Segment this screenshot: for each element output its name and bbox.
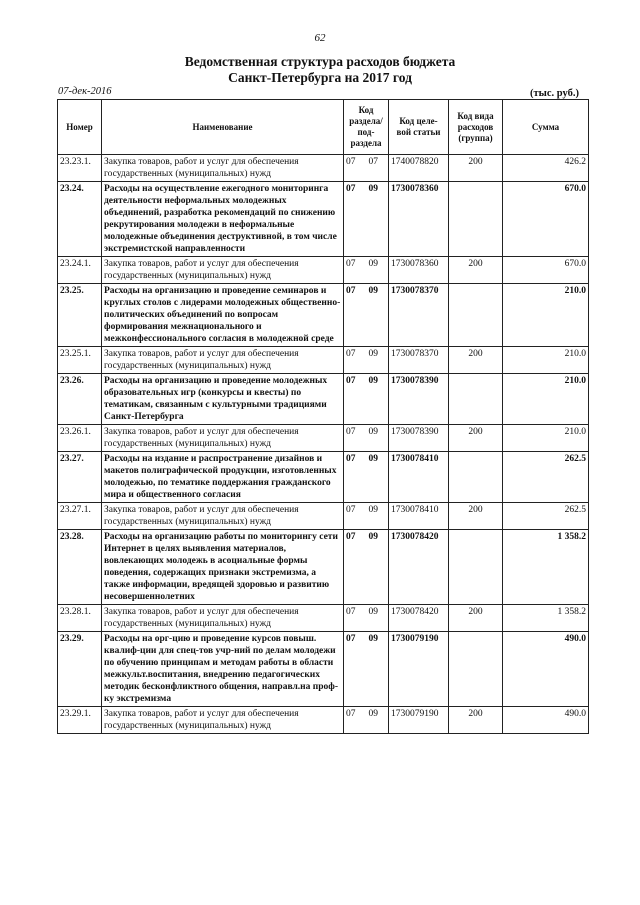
row-amount: 1 358.2: [503, 605, 589, 632]
row-section: 07: [346, 709, 356, 719]
row-amount: 490.0: [503, 632, 589, 707]
header-name: Наименование: [102, 100, 344, 155]
row-target-code: 1730078370: [389, 284, 449, 347]
row-section: 07: [346, 532, 356, 542]
row-target-code: 1730078360: [389, 257, 449, 284]
row-section-code: [344, 452, 389, 503]
row-expense-type: 200: [449, 707, 503, 734]
row-number: 23.29.1.: [58, 707, 102, 734]
row-amount: 1 358.2: [503, 530, 589, 605]
row-subsection: 09: [368, 427, 378, 437]
row-number: 23.23.1.: [58, 155, 102, 182]
row-section-code: [344, 605, 389, 632]
row-amount: 210.0: [503, 374, 589, 425]
row-subsection: 09: [368, 376, 378, 386]
row-section: 07: [346, 454, 356, 464]
row-target-code: 1730078390: [389, 425, 449, 452]
table-row: [58, 530, 589, 605]
row-section-code: [344, 284, 389, 347]
row-amount: 210.0: [503, 284, 589, 347]
row-subsection: 09: [368, 184, 378, 194]
row-name: Расходы на организацию и проведение семинаров и круглых столов с лидерами молодежных общественно-политических объединений по вопросам формирования межнационального и межконфессионального согласия в молодежной среде: [102, 284, 344, 347]
row-number: 23.26.: [58, 374, 102, 425]
row-expense-type: [449, 452, 503, 503]
header-number: Номер: [58, 100, 102, 155]
row-target-code: 1730078420: [389, 530, 449, 605]
table-row: [58, 605, 589, 632]
row-amount: 210.0: [503, 347, 589, 374]
header-expense-type: Код вида расходов (группа): [449, 100, 503, 155]
document-date: 07-дек-2016: [58, 86, 112, 97]
table-header-row: [58, 100, 589, 155]
row-number: 23.25.: [58, 284, 102, 347]
row-section-code: [344, 425, 389, 452]
row-amount: 262.5: [503, 452, 589, 503]
header-amount: Сумма: [503, 100, 589, 155]
row-target-code: 1730078410: [389, 503, 449, 530]
table-row: [58, 452, 589, 503]
row-name: Расходы на осуществление ежегодного мониторинга деятельности неформальных молодежных объединений, разработка рекомендаций по снижению рекрутирования молодежи в неформальные молодежные объединения деструктивной, в том числе экстремистской направленности: [102, 182, 344, 257]
row-target-code: 1730079190: [389, 632, 449, 707]
row-target-code: 1730078410: [389, 452, 449, 503]
row-number: 23.24.: [58, 182, 102, 257]
row-section: 07: [346, 286, 356, 296]
row-name: Закупка товаров, работ и услуг для обеспечения государственных (муниципальных) нужд: [102, 347, 344, 374]
row-name: Расходы на издание и распространение дизайнов и макетов полиграфической продукции, изготовленных молодежью, по тематике поддержания гражданского мира и общественного согласия: [102, 452, 344, 503]
row-name: Закупка товаров, работ и услуг для обеспечения государственных (муниципальных) нужд: [102, 503, 344, 530]
row-section: 07: [346, 184, 356, 194]
row-number: 23.26.1.: [58, 425, 102, 452]
row-expense-type: 200: [449, 257, 503, 284]
row-section: 07: [346, 634, 356, 644]
header-section-code: Код раздела/ под- раздела: [344, 100, 389, 155]
row-subsection: 09: [368, 634, 378, 644]
row-number: 23.28.1.: [58, 605, 102, 632]
table-row: [58, 155, 589, 182]
table-row: [58, 632, 589, 707]
row-section: 07: [346, 505, 356, 515]
row-expense-type: [449, 284, 503, 347]
row-subsection: 09: [368, 286, 378, 296]
table-row: [58, 284, 589, 347]
row-section: 07: [346, 259, 356, 269]
row-section-code: [344, 257, 389, 284]
row-subsection: 09: [368, 349, 378, 359]
row-expense-type: 200: [449, 425, 503, 452]
table-row: [58, 257, 589, 284]
row-name: Расходы на организацию и проведение молодежных образовательных игр (конкурсы и квесты) по тематикам, связанным с культурными традициями Санкт-Петербурга: [102, 374, 344, 425]
row-section-code: [344, 155, 389, 182]
row-target-code: 1740078820: [389, 155, 449, 182]
budget-table: [57, 99, 589, 734]
row-subsection: 09: [368, 505, 378, 515]
row-section: 07: [346, 607, 356, 617]
row-subsection: 07: [368, 157, 378, 167]
row-section: 07: [346, 349, 356, 359]
row-expense-type: [449, 632, 503, 707]
row-number: 23.28.: [58, 530, 102, 605]
row-section-code: [344, 374, 389, 425]
row-name: Закупка товаров, работ и услуг для обеспечения государственных (муниципальных) нужд: [102, 605, 344, 632]
table-row: [58, 347, 589, 374]
row-section: 07: [346, 427, 356, 437]
row-section-code: [344, 182, 389, 257]
row-section-code: [344, 530, 389, 605]
row-amount: 490.0: [503, 707, 589, 734]
row-subsection: 09: [368, 259, 378, 269]
row-amount: 426.2: [503, 155, 589, 182]
row-name: Закупка товаров, работ и услуг для обеспечения государственных (муниципальных) нужд: [102, 155, 344, 182]
row-section-code: [344, 347, 389, 374]
table-body: [58, 155, 589, 734]
row-number: 23.27.1.: [58, 503, 102, 530]
row-subsection: 09: [368, 532, 378, 542]
row-amount: 670.0: [503, 257, 589, 284]
row-number: 23.27.: [58, 452, 102, 503]
row-amount: 262.5: [503, 503, 589, 530]
row-target-code: 1730079190: [389, 707, 449, 734]
table-row: [58, 182, 589, 257]
row-subsection: 09: [368, 454, 378, 464]
row-name: Расходы на организацию работы по мониторингу сети Интернет в целях выявления материалов, вовлекающих молодежь в асоциальные формы поведения, содержащих признаки экстремизма, а также информации, вредящей здоровью и развитию несовершеннолетних: [102, 530, 344, 605]
row-name: Закупка товаров, работ и услуг для обеспечения государственных (муниципальных) нужд: [102, 707, 344, 734]
row-expense-type: [449, 530, 503, 605]
row-name: Расходы на орг-цию и проведение курсов повыш. квалиф-ции для спец-тов учр-ний по делам молодежи по обучению принципам и методам работы в области межкульт.воспитания, внедрению педагогических методик бесконфликтного общения, направл.на проф-ку экстремизма: [102, 632, 344, 707]
table-row: [58, 707, 589, 734]
row-expense-type: 200: [449, 503, 503, 530]
row-number: 23.24.1.: [58, 257, 102, 284]
row-section-code: [344, 503, 389, 530]
row-number: 23.29.: [58, 632, 102, 707]
table-row: [58, 425, 589, 452]
row-target-code: 1730078360: [389, 182, 449, 257]
title-line-1: Ведомственная структура расходов бюджета: [184, 54, 456, 69]
row-subsection: 09: [368, 607, 378, 617]
table-row: [58, 503, 589, 530]
row-expense-type: 200: [449, 347, 503, 374]
table-row: [58, 374, 589, 425]
row-expense-type: 200: [449, 155, 503, 182]
row-expense-type: [449, 374, 503, 425]
row-amount: 210.0: [503, 425, 589, 452]
units-label: (тыс. руб.): [530, 88, 579, 99]
row-name: Закупка товаров, работ и услуг для обеспечения государственных (муниципальных) нужд: [102, 257, 344, 284]
row-section: 07: [346, 376, 356, 386]
header-target-code: Код целе- вой статьи: [389, 100, 449, 155]
row-amount: 670.0: [503, 182, 589, 257]
row-target-code: 1730078390: [389, 374, 449, 425]
row-name: Закупка товаров, работ и услуг для обеспечения государственных (муниципальных) нужд: [102, 425, 344, 452]
row-subsection: 09: [368, 709, 378, 719]
row-expense-type: [449, 182, 503, 257]
row-expense-type: 200: [449, 605, 503, 632]
title-line-2: Санкт-Петербурга на 2017 год: [228, 70, 412, 85]
row-number: 23.25.1.: [58, 347, 102, 374]
document-title: [0, 54, 640, 86]
row-target-code: 1730078420: [389, 605, 449, 632]
row-section-code: [344, 707, 389, 734]
row-section-code: [344, 632, 389, 707]
row-target-code: 1730078370: [389, 347, 449, 374]
row-section: 07: [346, 157, 356, 167]
page-number: 62: [314, 32, 326, 44]
